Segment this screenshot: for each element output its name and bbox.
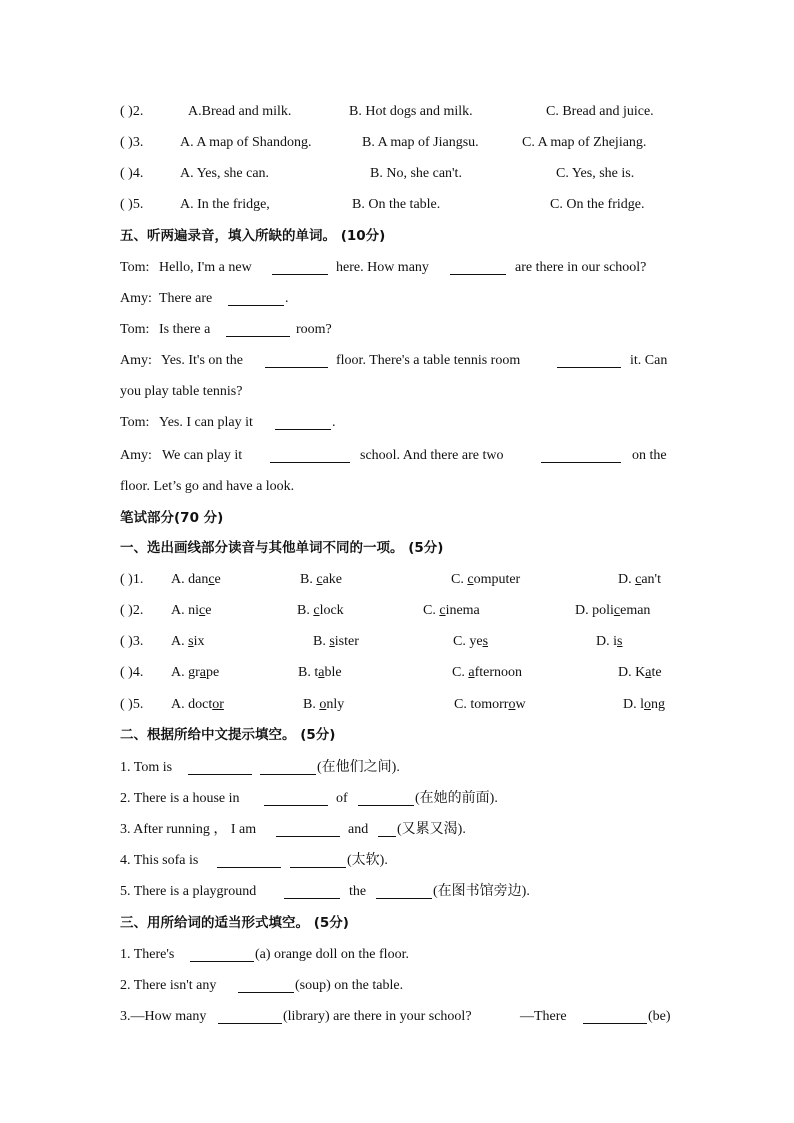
dialogue-line-6: Tom: Yes. I can play it .: [120, 413, 674, 433]
option-b: B. Hot dogs and milk.: [349, 104, 473, 119]
choice-row-3: [120, 133, 674, 153]
option-a: A. A map of Shandong.: [180, 135, 312, 150]
written-part-title: 笔试部分(70 分): [120, 510, 224, 526]
option-c: C. afternoon: [452, 665, 522, 680]
option-d: D. can't: [618, 572, 661, 587]
answer-blank[interactable]: [272, 260, 328, 275]
answer-blank[interactable]: [238, 978, 294, 993]
speaker: Amy:: [120, 448, 152, 463]
chinese-hint: (太软).: [347, 853, 388, 868]
chinese-hint: (又累又渴).: [397, 822, 466, 837]
form-item-3: 3.—How many (library) are there in your school? —There (be): [120, 1009, 671, 1024]
answer-blank[interactable]: [583, 1009, 647, 1024]
option-b: B. No, she can't.: [370, 166, 462, 181]
option-d: D. long: [623, 697, 665, 712]
phonics-row-4: ( )4. A. grape B. table C. afternoon D. Kate: [120, 663, 674, 683]
option-d: D. is: [596, 634, 623, 649]
answer-blank[interactable]: [290, 853, 346, 868]
answer-blank[interactable]: [270, 448, 350, 463]
dialogue-line-8: floor. Let’s go and have a look.: [120, 479, 295, 494]
option-a: A. In the fridge,: [180, 197, 270, 212]
answer-blank[interactable]: [228, 291, 284, 306]
question-number: ( )2.: [120, 104, 144, 119]
fill-item-2: 2. There is a house in of (在她的前面).: [120, 789, 674, 809]
answer-blank[interactable]: [276, 822, 340, 837]
option-c: C. On the fridge.: [550, 197, 645, 212]
answer-blank[interactable]: [358, 791, 414, 806]
option-a: A.Bread and milk.: [188, 104, 292, 119]
option-d: D. Kate: [618, 665, 662, 680]
answer-blank[interactable]: [557, 353, 621, 368]
section-2-title: 二、根据所给中文提示填空。 (5分): [120, 727, 336, 743]
option-a: A. Yes, she can.: [180, 166, 270, 181]
dialogue-line-2: Amy: There are .: [120, 289, 674, 309]
option-b: B. sister: [313, 634, 359, 649]
answer-blank[interactable]: [217, 853, 281, 868]
phonics-row-2: ( )2. A. nice B. clock C. cinema D. policeman: [120, 601, 674, 621]
speaker: Tom:: [120, 415, 150, 430]
answer-blank[interactable]: [378, 822, 396, 837]
option-b: B. On the table.: [352, 197, 441, 212]
answer-blank[interactable]: [260, 760, 316, 775]
chinese-hint: (在他们之间).: [317, 760, 400, 775]
dialogue-line-4: Amy: Yes. It's on the floor. There's a table tennis room it. Can: [120, 351, 674, 371]
option-c: C. tomorrow: [454, 697, 526, 712]
choice-row-4: [120, 164, 674, 184]
option-c: C. Yes, she is.: [556, 166, 635, 181]
speaker: Tom:: [120, 322, 150, 337]
chinese-hint: (在图书馆旁边).: [433, 884, 530, 899]
section-3-title: 三、用所给词的适当形式填空。 (5分): [120, 915, 349, 931]
answer-blank[interactable]: [376, 884, 432, 899]
answer-blank[interactable]: [284, 884, 340, 899]
speaker: Tom:: [120, 260, 150, 275]
form-item-2: 2. There isn't any (soup) on the table.: [120, 978, 404, 993]
fill-item-3: 3. After running ， I am and (又累又渴).: [120, 820, 674, 840]
option-a: A. grape: [171, 665, 220, 680]
phonics-row-1: ( )1. A. dance B. cake C. computer D. can't: [120, 570, 674, 590]
answer-blank[interactable]: [190, 947, 254, 962]
question-number: ( )4.: [120, 166, 144, 181]
speaker: Amy:: [120, 291, 152, 306]
chinese-hint: (在她的前面).: [415, 791, 498, 806]
question-number: ( )5.: [120, 197, 144, 212]
option-a: A. nice: [171, 603, 212, 618]
section-1-title: 一、选出画线部分读音与其他单词不同的一项。 (5分): [120, 540, 444, 556]
fill-item-1: 1. Tom is (在他们之间).: [120, 758, 674, 778]
phonics-row-3: ( )3. A. six B. sister C. yes D. is: [120, 632, 674, 652]
option-c: C. cinema: [423, 603, 480, 618]
option-a: A. dance: [171, 572, 221, 587]
dialogue-line-5: you play table tennis?: [120, 384, 243, 399]
section-5-title: 五、听两遍录音，填入所缺的单词。 (10分): [120, 228, 386, 244]
form-item-1: 1. There's (a) orange doll on the floor.: [120, 947, 409, 962]
option-b: B. table: [298, 665, 342, 680]
answer-blank[interactable]: [450, 260, 506, 275]
question-number: ( )3.: [120, 135, 144, 150]
dialogue-line-7: Amy: We can play it school. And there are two on the: [120, 446, 674, 466]
answer-blank[interactable]: [265, 353, 328, 368]
option-b: B. only: [303, 697, 345, 712]
option-c: C. A map of Zhejiang.: [522, 135, 647, 150]
fill-item-4: 4. This sofa is (太软).: [120, 851, 674, 871]
answer-blank[interactable]: [541, 448, 621, 463]
choice-row-5: [120, 195, 674, 215]
option-b: B. clock: [297, 603, 344, 618]
dialogue-line-1: Tom: Hello, I'm a new here. How many are there in our school?: [120, 258, 674, 278]
option-c: C. Bread and juice.: [546, 104, 654, 119]
phonics-row-5: ( )5. A. doctor B. only C. tomorrow D. long: [120, 695, 674, 715]
option-a: A. six: [171, 634, 205, 649]
speaker: Amy:: [120, 353, 152, 368]
option-c: C. yes: [453, 634, 489, 649]
option-b: B. cake: [300, 572, 342, 587]
answer-blank[interactable]: [275, 415, 331, 430]
answer-blank[interactable]: [264, 791, 328, 806]
answer-blank[interactable]: [218, 1009, 282, 1024]
answer-blank[interactable]: [188, 760, 252, 775]
fill-item-5: 5. There is a playground the (在图书馆旁边).: [120, 882, 674, 902]
option-b: B. A map of Jiangsu.: [362, 135, 479, 150]
option-c: C. computer: [451, 572, 521, 587]
dialogue-line-3: Tom: Is there a room?: [120, 320, 674, 340]
option-a: A. doctor: [171, 697, 224, 712]
answer-blank[interactable]: [226, 322, 290, 337]
choice-row-2: [120, 102, 674, 122]
option-d: D. policeman: [575, 603, 651, 618]
